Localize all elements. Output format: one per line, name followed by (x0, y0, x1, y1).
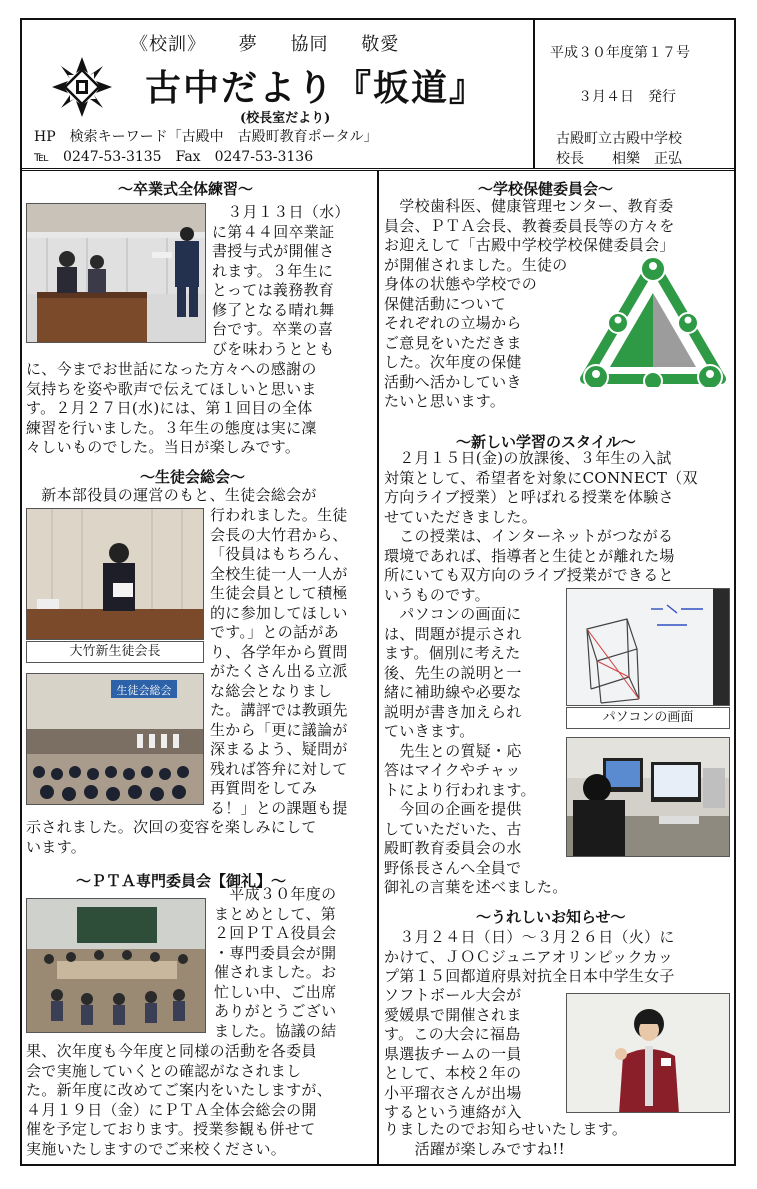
student-president-photo (26, 508, 204, 640)
motto-cooperation: 協同 (290, 34, 329, 55)
learning-style-text-top: ２月１５日(金)の放課後、３年生の入試 対策として、希望者を対象にCONNECT（双 方向ライブ授業）と呼ばれる授業を体験さ せていただきました。 この授業は、インターネットがつながる 環境であれば、指導者と生徒とが離れた場 所にいても双方向のライブ授業ができると いうものです。 (384, 449, 698, 604)
learning-style-heading: ～新しい学習のスタイル～ (456, 433, 636, 451)
pc-screen-photo (566, 588, 730, 706)
homepage-search: HP 検索キーワード「古殿中 古殿町教育ポータル」 (34, 129, 378, 145)
graduation-text-side: ３月１３日（水） に第４４回卒業証 書授与式が開催さ れます。３年生に とっては義務教育 修了となる晴れ舞 台です。卒業の喜 びを味わうととも (212, 203, 350, 358)
good-news-text-top: ３月２４日（日）～３月２６日（火）に かけて、ＪＯＣジュニアオリンピックカッ プ第１５回都道府県対抗全日本中学生女子 (384, 928, 675, 985)
motto-respect: 敬愛 (361, 34, 400, 55)
health-committee-text-side: 身体の状態や学校での 保健活動について それぞれの立場から ご意見をいただきま した。次年度の保健 活動へ活かしていき たいと思います。 (384, 275, 538, 410)
general-meeting-photo (26, 673, 204, 805)
student-council-heading: ～生徒会総会～ (140, 468, 246, 486)
school-emblem-icon (50, 55, 114, 119)
health-committee-heading: ～学校保健委員会～ (478, 180, 614, 198)
issue-date: ３月４日 発行 (578, 89, 676, 105)
newsletter-subtitle: (校長室だより) (240, 111, 331, 126)
good-news-text-side: ソフトボール大会が 愛媛県で開催されま す。この大会に福島 県選抜チームの一員 として、本校２年の 小平瑠衣さんが出場 するという連絡が入 (384, 986, 522, 1121)
header-column-divider (533, 18, 535, 168)
online-class-photo (566, 737, 730, 857)
newsletter-title: 古中だより『坂道』 (145, 67, 488, 109)
principal-name: 校長 相樂 正弘 (556, 151, 682, 167)
student-council-text-side: 行われました。生徒 会長の大竹君から、 「役員はもちろん、 全校生徒一人一人が 生徒会員として積極 的に参加してほしい です。」との話があ り、各学年から質問 がたくさん出る立派 な総会となりまし た。講評では教頭先 生から「更に議論が 深まるよう、疑問が 残れば答弁に対して 再質問をしてみ る！」との課題も提 (210, 506, 349, 817)
pc-screen-caption: パソコンの画面 (566, 707, 730, 729)
good-news-heading: ～うれしいお知らせ～ (476, 908, 626, 926)
health-committee-illustration-icon (578, 255, 728, 387)
good-news-text-bottom: りましたのでお知らせいたします。 活躍が楽しみですね!! (384, 1120, 628, 1158)
contact-numbers: ℡ 0247-53-3135 Fax 0247-53-3136 (34, 149, 314, 165)
pta-text-side: 平成３０年度の まとめとして、第 ２回ＰＴＡ役員会 ・専門委員会が開 催されました。お 忙しい中、ご出席 ありがとうござい ました。協議の結 (214, 885, 337, 1040)
health-committee-text-top: 学校歯科医、健康管理センター、教育委 員会、ＰＴＡ会長、教養委員長等の方々を お迎えして「古殿中学校学校保健委員会」 が開催されました。生徒の (384, 197, 675, 274)
student-council-text-bottom: 示されました。次回の変容を楽しみにして います。 (26, 818, 317, 856)
learning-style-text-side: パソコンの画面に は、問題が提示され ます。個別に考えた 後、先生の説明と一 緒に補助線や必要な 説明が書き加えられ ていきます。 先生との質疑・応 答はマイクやチャッ トにより行われます。 今回の企画を提供 していただいた、古 殿町教育委員会の水 野係長さんへ全員で 御礼の言葉を述べました。 (384, 605, 568, 896)
graduation-heading: ～卒業式全体練習～ (118, 180, 254, 198)
graduation-text-full: に、今までお世話になった方々への感謝の 気持ちを姿や歌声で伝えてほしいと思いま す。２月２７日(水)には、第１回目の全体 練習を行いました。３年生の態度は実に凜 々しいものでした。当日が楽しみです。 (26, 360, 317, 456)
student-president-caption: 大竹新生徒会長 (26, 641, 204, 663)
pta-heading: ～ＰＴＡ専門委員会【御礼】～ (76, 872, 287, 890)
motto-dream: 夢 (238, 34, 258, 55)
school-motto (130, 30, 425, 56)
graduation-photo (26, 203, 206, 343)
meeting-banner-text: 生徒会総会 (116, 684, 172, 697)
softball-player-photo (566, 993, 730, 1113)
student-council-text-top: 新本部役員の運営のもと、生徒会総会が (26, 486, 317, 504)
issue-number: 平成３０年度第１７号 (550, 45, 690, 61)
pta-text-full: 果、次年度も今年度と同様の活動を各委員 会で実施していくとの確認がなされまし た。新年度に改めてご案内をいたしますが、 ４月１９日（金）にＰＴＡ全体会総会の開 催を予定しております。授業参観も併せて 実施いたしますのでご来校ください。 (26, 1042, 333, 1158)
body-column-divider (377, 170, 379, 1166)
school-name: 古殿町立古殿中学校 (556, 131, 682, 147)
pta-meeting-photo (26, 898, 206, 1033)
motto-label: 《校訓》 (130, 34, 206, 55)
